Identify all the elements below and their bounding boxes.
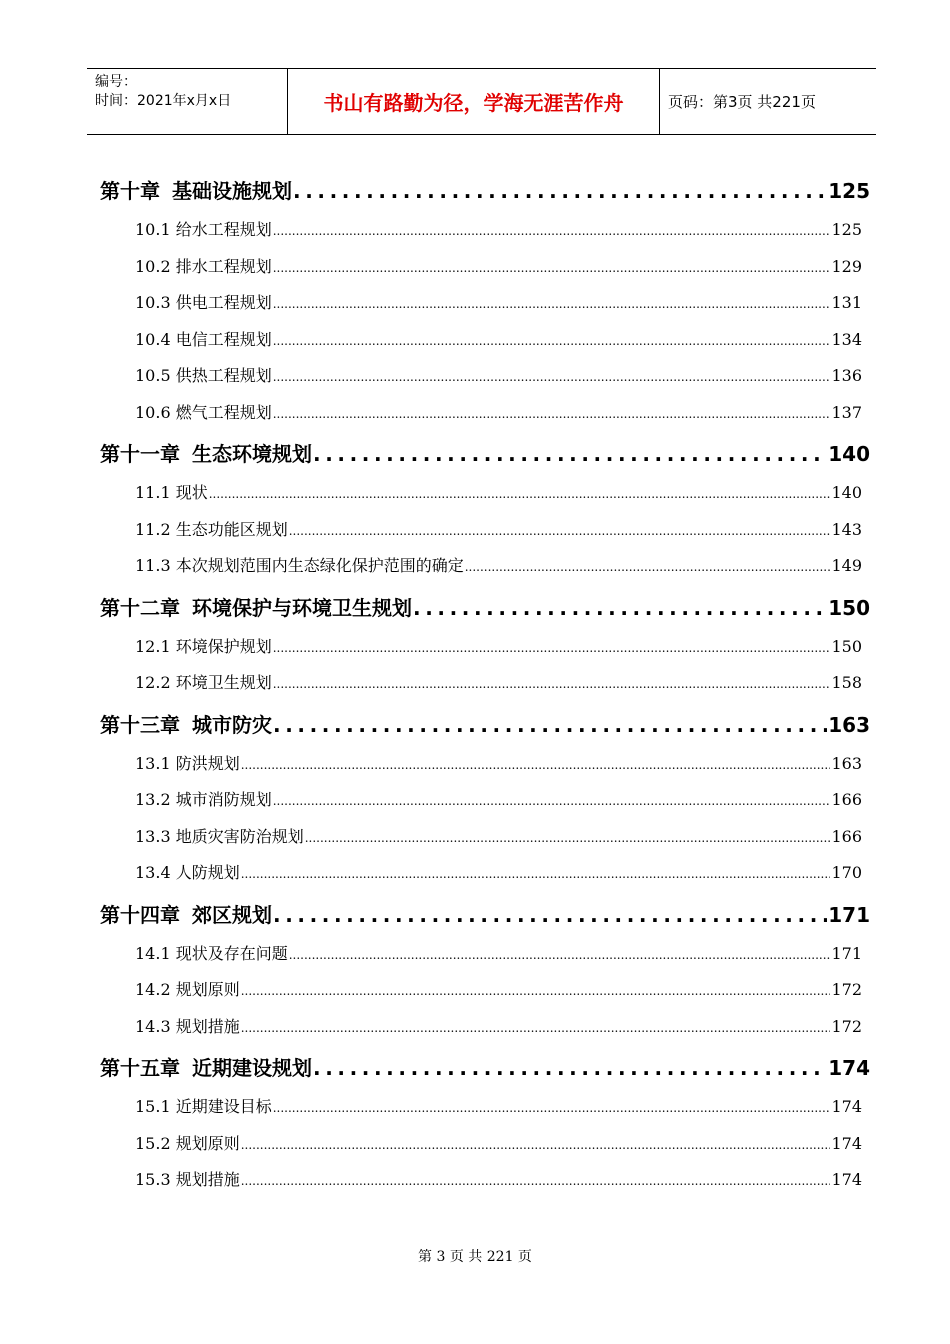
chapter-page: 171 — [828, 902, 870, 927]
toc-section[interactable] — [100, 819, 870, 856]
dot-leader — [273, 629, 831, 667]
section-title: 10.2 排水工程规划 — [135, 256, 272, 276]
header-number-label: 编号： — [95, 74, 137, 90]
chapter-page: 140 — [828, 442, 870, 466]
dot-leader — [273, 285, 831, 323]
chapter-page: 174 — [828, 1056, 870, 1080]
chapter-number: 第十三章 — [100, 712, 180, 737]
section-page: 140 — [831, 483, 862, 502]
chapter-title: 郊区规划 — [192, 902, 272, 927]
chapter-title: 环境保护与环境卫生规划 — [192, 595, 412, 620]
section-page: 166 — [831, 790, 862, 809]
section-title: 13.3 地质灾害防治规划 — [135, 826, 304, 846]
section-title: 10.4 电信工程规划 — [135, 329, 272, 349]
section-page: 172 — [831, 980, 862, 999]
toc-section[interactable] — [100, 972, 870, 1009]
dot-leader — [241, 855, 831, 893]
section-page: 129 — [831, 256, 862, 276]
dot-leader — [305, 819, 831, 857]
toc-section[interactable] — [100, 1089, 870, 1126]
toc-chapter[interactable] — [100, 894, 870, 936]
chapter-page: 163 — [828, 712, 870, 737]
section-page: 149 — [831, 556, 862, 575]
header-motto: 书山有路勤为径，学海无涯苦作舟 — [287, 69, 660, 134]
dot-leader — [241, 746, 831, 784]
section-title: 15.2 规划原则 — [135, 1133, 240, 1153]
section-title: 15.3 规划措施 — [135, 1170, 240, 1189]
toc-section[interactable] — [100, 936, 870, 973]
dot-leader — [241, 1126, 831, 1164]
toc-chapter[interactable] — [100, 1047, 870, 1089]
section-title: 10.1 给水工程规划 — [135, 220, 272, 239]
chapter-page: 150 — [828, 595, 870, 620]
dot-leader — [413, 587, 827, 629]
toc-chapter[interactable] — [100, 704, 870, 746]
dot-leader — [241, 1162, 831, 1200]
toc-chapter[interactable] — [100, 170, 870, 212]
toc-section[interactable] — [100, 665, 870, 702]
toc-section[interactable] — [100, 782, 870, 819]
toc-section[interactable] — [100, 548, 870, 585]
dot-leader — [273, 212, 831, 250]
section-title: 14.1 现状及存在问题 — [135, 943, 288, 963]
dot-leader — [273, 249, 831, 287]
dot-leader — [289, 512, 831, 550]
chapter-title: 近期建设规划 — [192, 1056, 312, 1080]
chapter-number: 第十五章 — [100, 1056, 180, 1080]
dot-leader — [293, 170, 827, 212]
toc-section[interactable] — [100, 1126, 870, 1163]
section-title: 10.3 供电工程规划 — [135, 293, 272, 312]
toc-section[interactable] — [100, 475, 870, 512]
toc-section[interactable] — [100, 285, 870, 322]
dot-leader — [273, 1089, 831, 1127]
dot-leader — [313, 433, 827, 475]
section-page: 170 — [831, 863, 862, 882]
chapter-number: 第十一章 — [100, 442, 180, 466]
section-page: 171 — [831, 943, 862, 963]
section-page: 125 — [831, 220, 862, 239]
chapter-title: 生态环境规划 — [192, 442, 312, 466]
toc-section[interactable] — [100, 512, 870, 549]
section-page: 137 — [831, 402, 862, 422]
section-page: 136 — [831, 366, 862, 385]
dot-leader — [241, 972, 831, 1010]
dot-leader — [273, 358, 831, 396]
toc-section[interactable] — [100, 746, 870, 783]
header-date: 时间：2021年x月x日 — [95, 93, 232, 109]
chapter-page: 125 — [828, 179, 870, 203]
section-title: 13.2 城市消防规划 — [135, 790, 272, 809]
section-title: 11.3 本次规划范围内生态绿化保护范围的确定 — [135, 556, 464, 575]
header-meta — [87, 69, 287, 134]
section-page: 150 — [831, 636, 862, 656]
section-page: 143 — [831, 519, 862, 539]
toc-chapter[interactable] — [100, 433, 870, 475]
dot-leader — [273, 782, 831, 820]
header-page-info: 页码：第3页 共221页 — [668, 93, 816, 111]
dot-leader — [273, 665, 831, 703]
chapter-title: 基础设施规划 — [172, 179, 292, 203]
dot-leader — [273, 894, 827, 936]
dot-leader — [273, 322, 831, 360]
toc-section[interactable] — [100, 322, 870, 359]
section-title: 15.1 近期建设目标 — [135, 1097, 272, 1116]
section-page: 158 — [831, 673, 862, 692]
toc-section[interactable] — [100, 1162, 870, 1199]
section-title: 11.2 生态功能区规划 — [135, 519, 288, 539]
toc-chapter[interactable] — [100, 587, 870, 629]
section-title: 14.3 规划措施 — [135, 1016, 240, 1036]
section-title: 11.1 现状 — [135, 483, 208, 502]
dot-leader — [209, 475, 831, 513]
section-page: 134 — [831, 329, 862, 349]
toc-section[interactable] — [100, 358, 870, 395]
toc-section[interactable] — [100, 1009, 870, 1046]
dot-leader — [465, 548, 831, 586]
toc-section[interactable] — [100, 629, 870, 666]
dot-leader — [241, 1009, 831, 1047]
section-page: 174 — [831, 1133, 862, 1153]
section-title: 10.5 供热工程规划 — [135, 366, 272, 385]
section-title: 12.2 环境卫生规划 — [135, 673, 272, 692]
section-page: 172 — [831, 1016, 862, 1036]
section-title: 10.6 燃气工程规划 — [135, 402, 272, 422]
dot-leader — [289, 936, 831, 974]
dot-leader — [273, 395, 831, 433]
dot-leader — [313, 1047, 827, 1089]
toc-section[interactable] — [100, 855, 870, 892]
chapter-number: 第十章 — [100, 179, 160, 203]
table-of-contents — [100, 168, 870, 1199]
page-header — [87, 68, 876, 135]
section-page: 131 — [831, 293, 862, 312]
section-title: 14.2 规划原则 — [135, 980, 240, 999]
section-title: 12.1 环境保护规划 — [135, 636, 272, 656]
toc-section[interactable] — [100, 212, 870, 249]
section-title: 13.1 防洪规划 — [135, 753, 240, 773]
page-footer: 第 3 页 共 221 页 — [418, 1249, 532, 1265]
section-page: 166 — [831, 826, 862, 846]
chapter-number: 第十二章 — [100, 595, 180, 620]
toc-section[interactable] — [100, 395, 870, 432]
section-page: 174 — [831, 1170, 862, 1189]
chapter-title: 城市防灾 — [192, 712, 272, 737]
chapter-number: 第十四章 — [100, 902, 180, 927]
section-page: 163 — [831, 753, 862, 773]
section-page: 174 — [831, 1097, 862, 1116]
toc-section[interactable] — [100, 249, 870, 286]
section-title: 13.4 人防规划 — [135, 863, 240, 882]
dot-leader — [273, 704, 827, 746]
